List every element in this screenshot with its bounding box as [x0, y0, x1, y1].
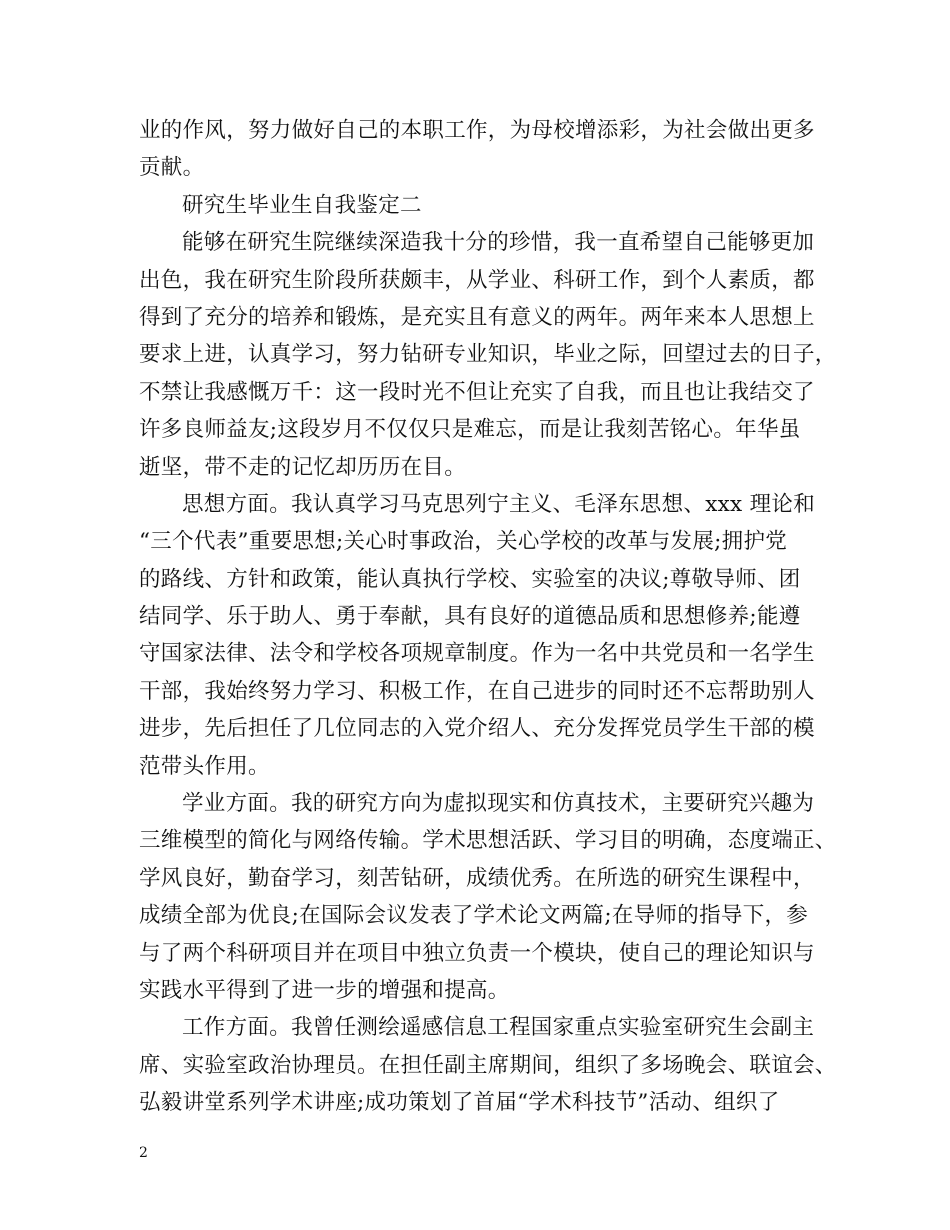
text-line: 许多良师益友;这段岁月不仅仅只是难忘，而是让我刻苦铭心。年华虽 [139, 417, 801, 443]
text-line: 工作方面。我曾任测绘遥感信息工程国家重点实验室研究生会副主 [182, 1015, 815, 1041]
text-line: 要求上进，认真学习，努力钻研专业知识，毕业之际，回望过去的日子， [139, 342, 837, 368]
text-line: 逝坚，带不走的记忆却历历在目。 [139, 454, 467, 480]
text-line: 能够在研究生院继续深造我十分的珍惜，我一直希望自己能够更加 [182, 230, 815, 256]
text-line: 结同学、乐于助人、勇于奉献，具有良好的道德品质和思想修养;能遵 [139, 604, 801, 630]
body-text [139, 112, 837, 1122]
text-line: 成绩全部为优良;在国际会议发表了学术论文两篇;在导师的指导下，参 [139, 903, 809, 929]
text-line: 范带头作用。 [139, 753, 270, 779]
text-line: 学业方面。我的研究方向为虚拟现实和仿真技术，主要研究兴趣为 [182, 791, 815, 817]
text-line: 贡献。 [139, 155, 205, 181]
text-line: “三个代表”重要思想;关心时事政治，关心学校的改革与发展;拥护党 [139, 529, 788, 555]
text-line: 进步，先后担任了几位同志的入党介绍人、充分发挥党员学生干部的模 [139, 716, 815, 742]
text-line: 得到了充分的培养和锻炼，是充实且有意义的两年。两年来本人思想上 [139, 304, 815, 330]
text-line: 思想方面。我认真学习马克思列宁主义、毛泽东思想、xxx 理论和 [182, 491, 816, 517]
text-line: 席、实验室政治协理员。在担任副主席期间，组织了多场晚会、联谊会、 [139, 1052, 837, 1078]
text-line: 实践水平得到了进一步的增强和提高。 [139, 977, 510, 1003]
text-line: 与了两个科研项目并在项目中独立负责一个模块，使自己的理论知识与 [139, 940, 815, 966]
text-line: 干部，我始终努力学习、积极工作，在自己进步的同时还不忘帮助别人 [139, 678, 815, 704]
text-line: 业的作风，努力做好自己的本职工作，为母校增添彩，为社会做出更多 [139, 118, 815, 143]
text-line: 不禁让我感慨万千：这一段时光不但让充实了自我，而且也让我结交了 [139, 379, 815, 405]
text-line: 三维模型的简化与网络传输。学术思想活跃、学习目的明确，态度端正、 [139, 828, 837, 854]
text-line: 学风良好，勤奋学习，刻苦钻研，成绩优秀。在所选的研究生课程中， [139, 865, 815, 891]
page-number: 2 [139, 1145, 148, 1161]
text-line: 研究生毕业生自我鉴定二 [182, 192, 422, 218]
text-line: 出色，我在研究生阶段所获颇丰，从学业、科研工作，到个人素质，都 [139, 267, 815, 293]
text-line: 守国家法律、法令和学校各项规章制度。作为一名中共党员和一名学生 [139, 641, 815, 667]
text-line: 的路线、方针和政策，能认真执行学校、实验室的决议;尊敬导师、团 [139, 566, 801, 592]
text-line: 弘毅讲堂系列学术讲座;成功策划了首届“学术科技节”活动、组织了 [139, 1090, 780, 1116]
